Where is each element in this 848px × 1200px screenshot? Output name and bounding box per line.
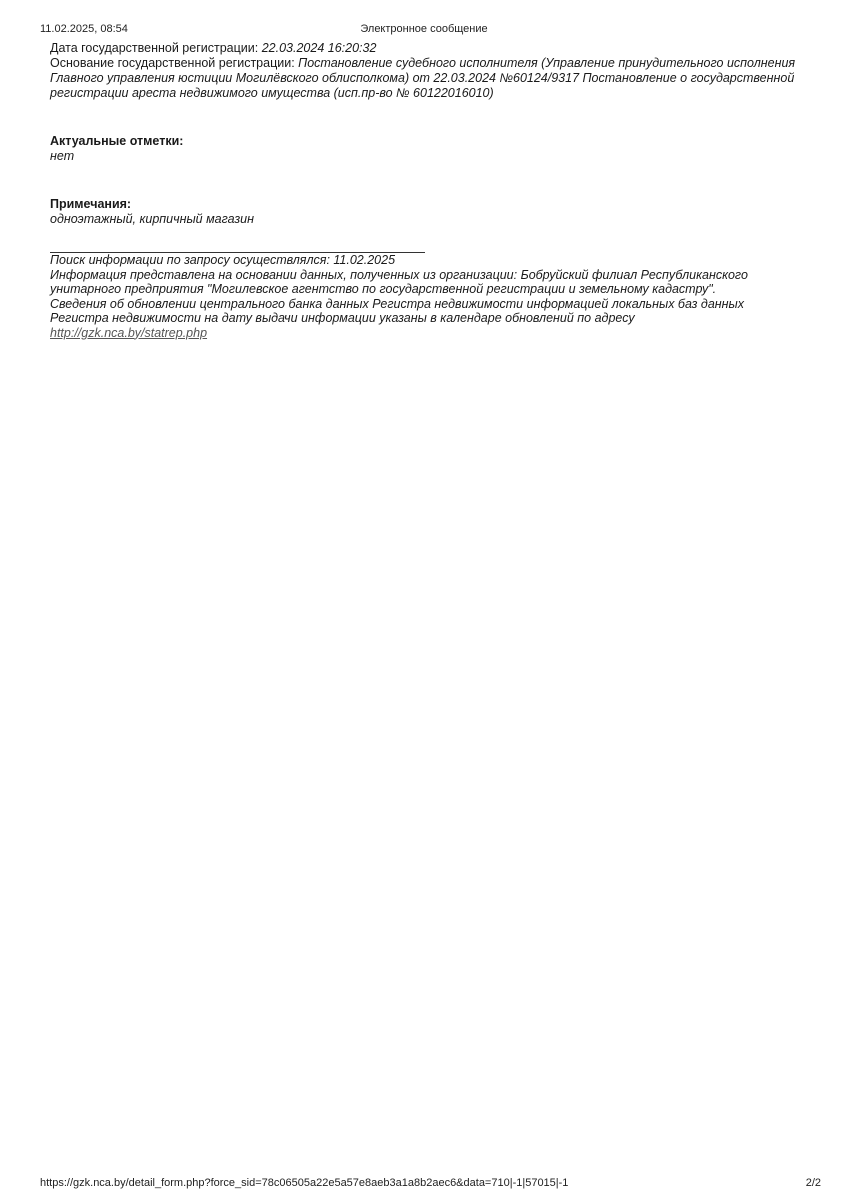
registration-basis-label: Основание государственной регистрации:: [50, 56, 299, 70]
notes-value: одноэтажный, кирпичный магазин: [50, 212, 254, 226]
page-url: https://gzk.nca.by/detail_form.php?force_sid=78c06505a22e5a57e8aeb3a1a8b2aec6&data=710|-1|57015|-1: [40, 1177, 569, 1189]
footer-info: [50, 253, 800, 340]
current-marks-value: нет: [50, 149, 75, 163]
statrep-link[interactable]: http://gzk.nca.by/statrep.php: [50, 325, 208, 340]
registration-date-label: Дата государственной регистрации:: [50, 41, 262, 55]
print-datetime: 11.02.2025, 08:54: [40, 23, 128, 35]
document-title: Электронное сообщение: [360, 23, 488, 35]
update-info-line: Сведения об обновлении центрального банка данных Регистра недвижимости информацией локальных баз данных Регистра недвижимости на дату выдачи информации указаны в календаре обновлений по адресу: [50, 296, 744, 325]
notes-title: Примечания:: [50, 197, 132, 211]
registration-basis-value: Постановление судебного исполнителя (Управление принудительного исполнения Главного управления юстиции Могилёвского облисполкома) от 22.03.2024 №60124/9317 Постановление о государственной регистрации ареста недвижимого имущества (исп.пр-во № 60122016010): [50, 56, 796, 100]
source-organization-line: Информация представлена на основании данных, полученных из организации: Бобруйский филиал Республиканского унитарного предприятия "Могилевское агентство по государственной регистрации и земельному кадастру".: [50, 267, 748, 296]
document-content: [50, 41, 800, 340]
registration-date-value: 22.03.2024 16:20:32: [261, 41, 377, 55]
search-date-line: Поиск информации по запросу осуществлялся: 11.02.2025: [50, 253, 396, 267]
registration-date: [50, 41, 800, 56]
registration-basis: [50, 56, 800, 101]
page-number: 2/2: [805, 1177, 821, 1189]
current-marks-title: Актуальные отметки:: [50, 134, 184, 148]
